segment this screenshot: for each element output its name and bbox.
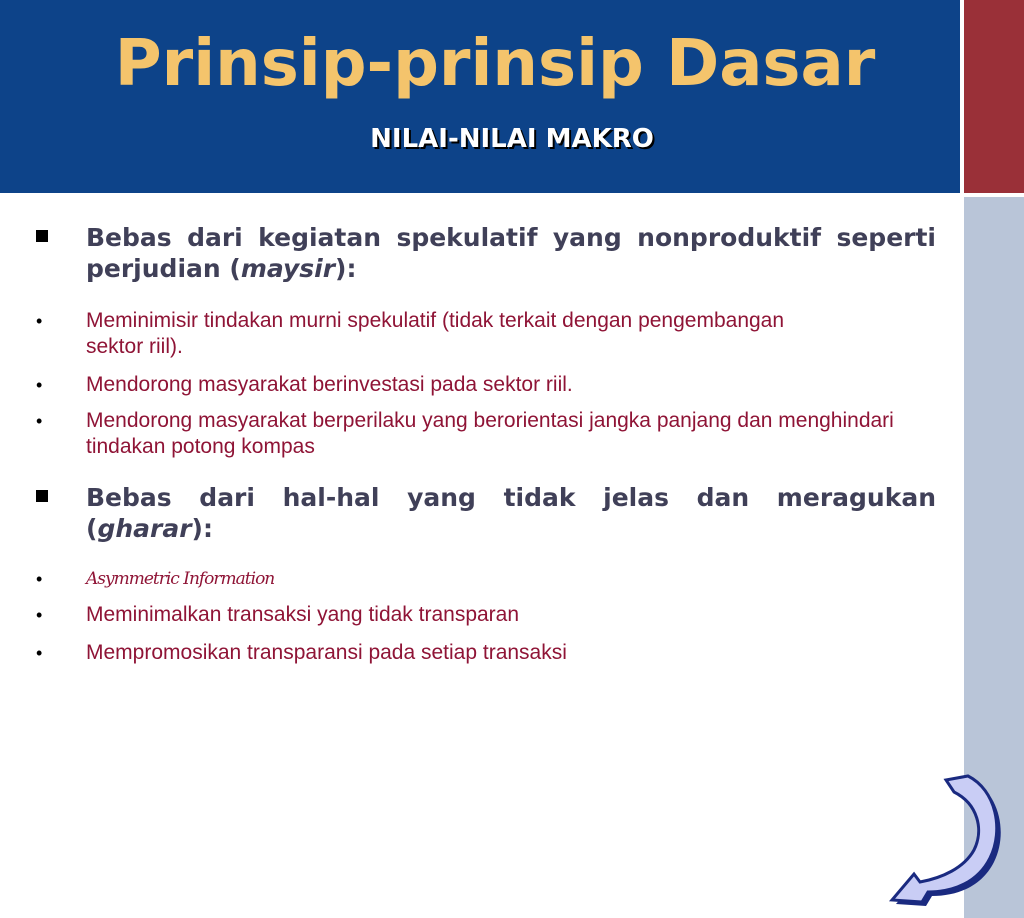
sub-point-text: Asymmetric Information xyxy=(86,569,275,589)
term-emphasis: maysir xyxy=(240,254,336,283)
dot-bullet-icon: • xyxy=(36,569,43,589)
sub-point xyxy=(36,308,936,360)
dot-bullet-icon: • xyxy=(36,311,43,331)
sub-point xyxy=(36,602,936,628)
sub-point-text: Mendorong masyarakat berperilaku yang berorientasi jangka panjang dan menghindari tindakan potong kompas xyxy=(86,409,894,458)
main-point xyxy=(36,482,936,544)
sub-point-text: Mempromosikan transparansi pada setiap transaksi xyxy=(86,641,567,664)
square-bullet-icon xyxy=(36,230,48,242)
main-point-text: Bebas dari kegiatan spekulatif yang nonproduktif seperti perjudian (maysir): xyxy=(86,223,936,283)
slide-title: Prinsip-prinsip Dasar xyxy=(114,27,876,101)
sub-point xyxy=(36,408,936,460)
dot-bullet-icon: • xyxy=(36,605,43,625)
main-point-text: Bebas dari hal-hal yang tidak jelas dan meragukan (gharar): xyxy=(86,483,936,543)
square-bullet-icon xyxy=(36,490,48,502)
term-emphasis: gharar xyxy=(97,514,192,543)
sub-point xyxy=(36,566,936,592)
sub-point-text: Meminimalkan transaksi yang tidak transparan xyxy=(86,603,520,626)
dot-bullet-icon: • xyxy=(36,375,43,395)
main-point xyxy=(36,222,936,284)
curved-arrow-icon[interactable] xyxy=(888,770,1008,910)
dot-bullet-icon: • xyxy=(36,643,43,663)
slide-subtitle: NILAI-NILAI MAKRO xyxy=(370,124,654,154)
sub-point-text: Meminimisir tindakan murni spekulatif (tidak terkait dengan pengembangan sektor riil). xyxy=(86,309,785,358)
sub-point xyxy=(36,372,936,398)
sub-point xyxy=(36,640,936,666)
dot-bullet-icon: • xyxy=(36,411,43,431)
sub-point-text: Mendorong masyarakat berinvestasi pada sektor riil. xyxy=(86,373,573,396)
